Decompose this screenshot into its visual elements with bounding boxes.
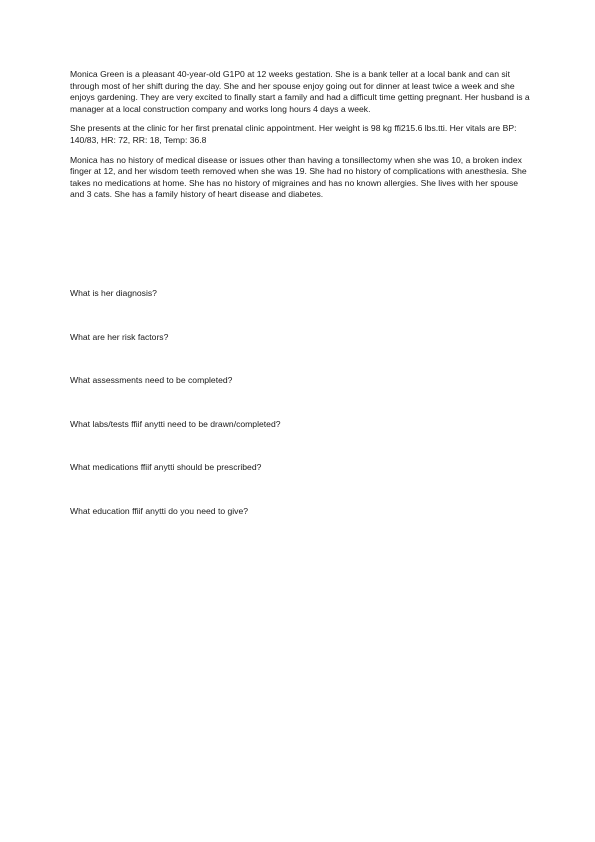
case-paragraph-patient-background: Monica Green is a pleasant 40-year-old G1P0 at 12 weeks gestation. She is a bank teller at a local bank and can sit through most of her shift during the day. She and her spouse enjoy going out for dinner at least twice a week and she enjoys gardening. They are very excited to finally start a family and had a difficult time getting pregnant. Her husband is a manager at a local construction company and works long hours 4 days a week.: [70, 69, 530, 114]
question-risk-factors: What are her risk factors?: [70, 331, 169, 342]
case-study-body: [70, 69, 532, 209]
question-assessments: What assessments need to be completed?: [70, 375, 233, 386]
case-paragraph-presentation-vitals: She presents at the clinic for her first prenatal clinic appointment. Her weight is 98 kg ffi215.6 lbs.tti. Her vitals are BP: 140/83, HR: 72, RR: 18, Temp: 36.8: [70, 123, 517, 145]
question-list: [70, 288, 532, 550]
question-diagnosis: What is her diagnosis?: [70, 288, 157, 298]
question-labs-tests: What labs/tests ffiif anytti need to be drawn/completed?: [70, 418, 281, 429]
case-paragraph-medical-history: Monica has no history of medical disease or issues other than having a tonsillectomy when she was 10, a broken index finger at 12, and her wisdom teeth removed when she was 19. She had no history of complications with anesthesia. She takes no medications at home. She has no history of migraines and has no known allergies. She lives with her spouse and 3 cats. She has a family history of heart disease and diabetes.: [70, 154, 527, 200]
question-education: What education ffiif anytti do you need to give?: [70, 505, 249, 516]
question-medications: What medications ffiif anytti should be prescribed?: [70, 462, 262, 473]
